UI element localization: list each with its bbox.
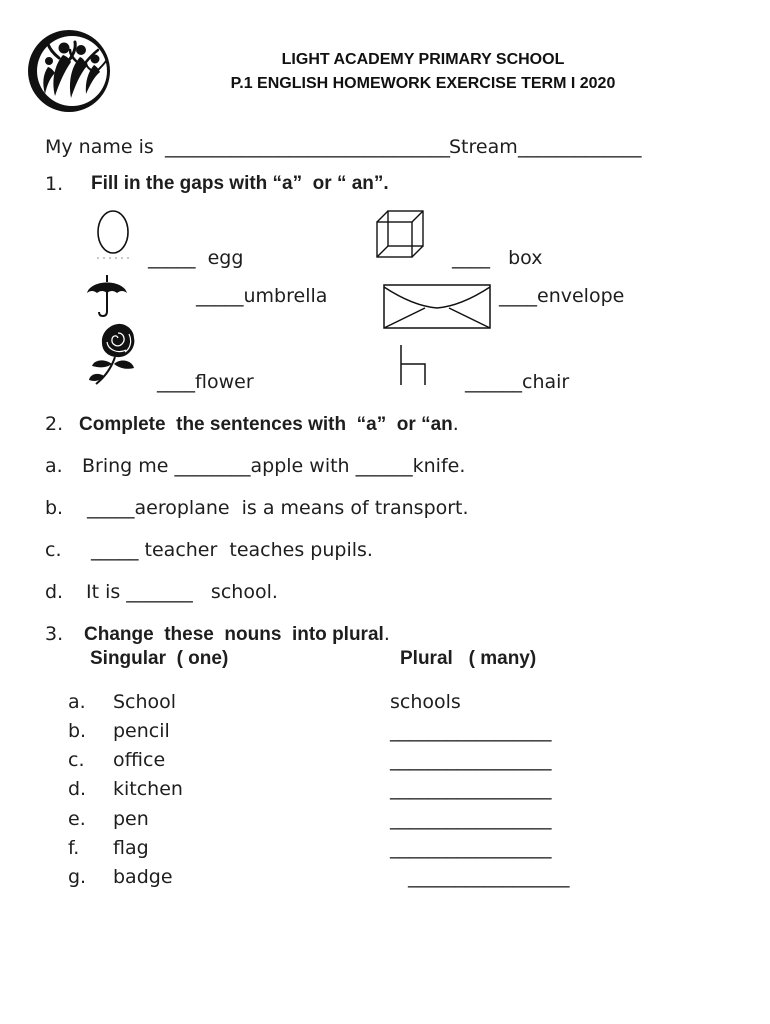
student-info-line [0, 136, 770, 158]
sentence-letter: b. [45, 497, 64, 519]
flower-icon [88, 320, 140, 388]
singular-word: badge [113, 866, 173, 888]
gap-item-envelope: ____envelope [499, 285, 625, 307]
box-icon [374, 207, 426, 259]
name-blank: ______________________________ [165, 136, 450, 158]
gap-item-chair: ______chair [465, 371, 570, 393]
sentence-row [0, 581, 770, 603]
plural-blank: _________________ [390, 720, 552, 742]
row-letter: d. [68, 778, 87, 800]
instruction-period: . [452, 413, 459, 435]
plural-row [0, 808, 770, 830]
singular-word: flag [113, 837, 149, 859]
sentence-letter: c. [45, 539, 62, 561]
sentence-letter: d. [45, 581, 64, 603]
instruction-period: . [383, 623, 390, 645]
sentence-text: Bring me ________apple with ______knife. [82, 455, 466, 477]
singular-column-header: Singular ( one) [90, 648, 229, 669]
question-instruction [79, 413, 459, 436]
sentence-text: _____aeroplane is a means of transport. [87, 497, 469, 519]
gap-item-box: ____ box [452, 247, 543, 269]
plural-blank: _________________ [390, 778, 552, 800]
school-logo-icon [26, 28, 112, 114]
plural-column-header: Plural ( many) [400, 648, 537, 669]
sentence-text: It is _______ school. [86, 581, 278, 603]
chair-icon [397, 343, 429, 389]
plural-row [0, 778, 770, 800]
question-instruction: Fill in the gaps with “a” or “ an”. [91, 173, 389, 194]
egg-icon [93, 208, 133, 260]
instruction-text: Complete the sentences with “a” or “an [79, 414, 453, 435]
sentence-text: _____ teacher teaches pupils. [91, 539, 373, 561]
umbrella-icon [85, 273, 129, 319]
row-letter: c. [68, 749, 85, 771]
singular-word: office [113, 749, 166, 771]
row-letter: e. [68, 808, 86, 830]
plural-row [0, 691, 770, 713]
gap-item-egg: _____ egg [148, 247, 244, 269]
instruction-text: Change these nouns into plural [84, 624, 384, 645]
singular-word: pencil [113, 720, 170, 742]
school-name: LIGHT ACADEMY PRIMARY SCHOOL [281, 51, 565, 68]
name-label: My name is [45, 136, 154, 158]
plural-blank: _________________ [390, 808, 552, 830]
plural-table-header [0, 648, 770, 670]
row-letter: f. [68, 837, 80, 859]
plural-row [0, 720, 770, 742]
row-letter: b. [68, 720, 87, 742]
plural-blank: _________________ [390, 837, 552, 859]
singular-word: kitchen [113, 778, 183, 800]
stream-blank: _____________ [518, 136, 642, 158]
envelope-icon [383, 284, 492, 330]
plural-blank: _________________ [408, 866, 570, 888]
sentence-row [0, 497, 770, 519]
plural-row [0, 866, 770, 888]
row-letter: g. [68, 866, 87, 888]
exercise-title: P.1 ENGLISH HOMEWORK EXERCISE TERM I 2020 [230, 75, 616, 92]
singular-word: School [113, 691, 177, 713]
sentence-row [0, 455, 770, 477]
sentence-letter: a. [45, 455, 63, 477]
question-2-heading [0, 413, 770, 435]
singular-word: pen [113, 808, 149, 830]
row-letter: a. [68, 691, 86, 713]
question-instruction [84, 623, 390, 646]
question-number: 2. [45, 413, 64, 435]
question-number: 1. [45, 173, 64, 195]
stream-label: Stream [449, 136, 518, 158]
plural-row [0, 837, 770, 859]
question-3-heading [0, 623, 770, 645]
plural-blank: _________________ [390, 749, 552, 771]
plural-answer: schools [390, 691, 461, 713]
sentence-row [0, 539, 770, 561]
gap-item-flower: ____flower [157, 371, 254, 393]
plural-row [0, 749, 770, 771]
question-number: 3. [45, 623, 64, 645]
question-1-heading [0, 173, 770, 195]
gap-item-umbrella: _____umbrella [196, 285, 328, 307]
